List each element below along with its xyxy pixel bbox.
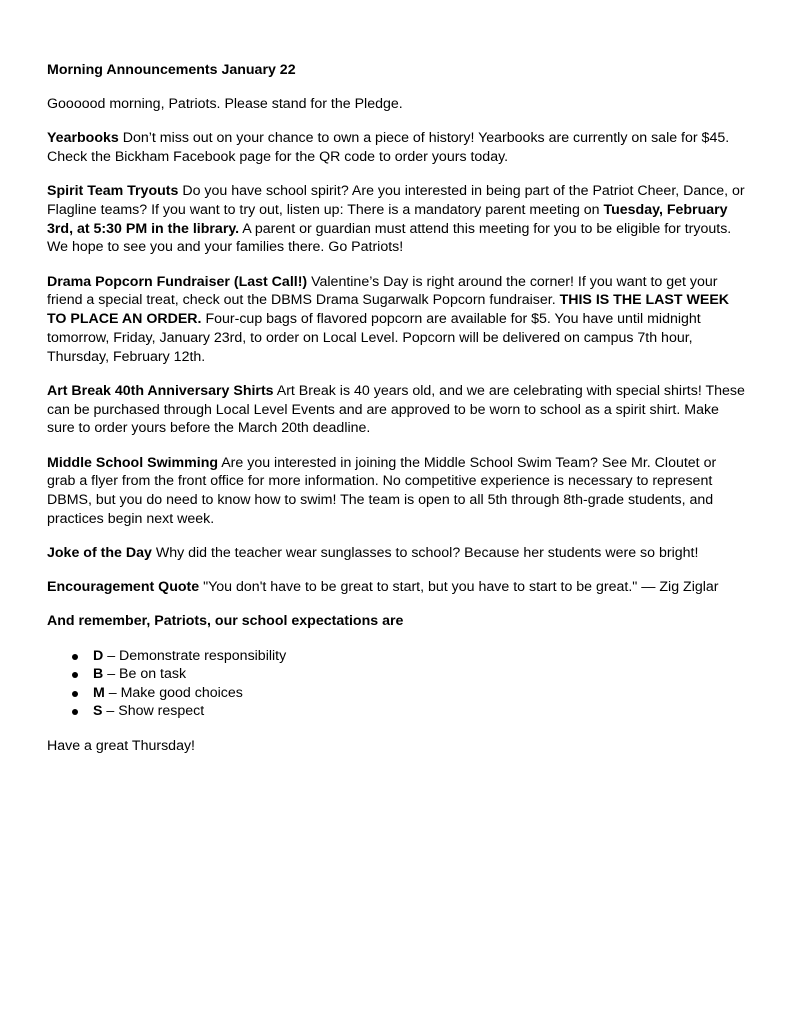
expectation-text: – Make good choices bbox=[104, 684, 243, 701]
bullet-icon bbox=[72, 672, 78, 678]
document-body bbox=[47, 61, 747, 771]
document-title bbox=[47, 61, 747, 80]
section-encouragement-quote bbox=[47, 578, 747, 597]
expectation-text: – Demonstrate responsibility bbox=[103, 647, 287, 664]
expectations-heading bbox=[47, 612, 747, 631]
expectation-text: – Show respect bbox=[102, 703, 205, 720]
section-spirit-team-tryouts bbox=[47, 182, 747, 257]
expectation-letter: M bbox=[93, 684, 105, 701]
expectation-item bbox=[47, 647, 747, 666]
closing: Have a great Thursday! bbox=[47, 737, 195, 754]
section-text: Four-cup bags of flavored popcorn are available for $5. You have until midnight tomorrow, Friday, January 23rd, to order on Local Level. Popcorn will be delivered on campus 7th hour, Thursday, February 12th. bbox=[47, 311, 701, 365]
expectation-letter: B bbox=[93, 666, 104, 683]
bullet-icon bbox=[72, 654, 78, 660]
expectation-text: – Be on task bbox=[103, 666, 187, 683]
section-text: A parent or guardian must attend this meeting for you to be eligible for tryouts. We hope to see you and your families there. Go Patriots! bbox=[47, 220, 732, 256]
bullet-icon bbox=[72, 709, 78, 715]
section-text: Do you have school spirit? Are you interested in being part of the Patriot Cheer, Dance, or Flagline teams? If you want to try out, listen up: There is a mandatory parent meeting on bbox=[47, 183, 745, 218]
section-text: Valentine’s Day is right around the corner! If you want to get your friend a special treat, check out the DBMS Drama Sugarwalk Popcorn fundraiser. bbox=[47, 273, 718, 309]
section-text: Why did the teacher wear sunglasses to school? Because her students were so bright! bbox=[151, 545, 699, 562]
expectation-item bbox=[47, 665, 747, 684]
title-text: Morning Announcements January 22 bbox=[47, 62, 296, 78]
expectation-letter: S bbox=[93, 703, 103, 720]
section-heading: Yearbooks bbox=[47, 130, 119, 147]
section-heading: Joke of the Day bbox=[47, 545, 152, 562]
expectation-item bbox=[47, 702, 747, 721]
section-art-break-shirts bbox=[47, 382, 747, 438]
section-middle-school-swimming bbox=[47, 454, 747, 529]
section-heading: Middle School Swimming bbox=[47, 454, 219, 471]
greeting: Goooood morning, Patriots. Please stand for the Pledge. bbox=[47, 96, 403, 113]
section-drama-popcorn bbox=[47, 273, 747, 367]
expectations-heading-text: And remember, Patriots, our school expectations are bbox=[47, 613, 404, 630]
last-week-notice: THIS IS THE LAST WEEK TO PLACE AN ORDER. bbox=[47, 292, 730, 328]
section-heading: Drama Popcorn Fundraiser (Last Call!) bbox=[47, 273, 308, 290]
meeting-details: Tuesday, February 3rd, at 5:30 PM in the library. bbox=[47, 201, 728, 237]
section-joke-of-the-day bbox=[47, 544, 747, 563]
bullet-icon bbox=[72, 691, 78, 697]
section-text: "You don't have to be great to start, but you have to start to be great." — Zig Ziglar bbox=[199, 579, 719, 596]
section-text: Art Break is 40 years old, and we are celebrating with special shirts! These can be purchased through Local Level Events and are approved to be worn to school as a spirit shirt. Make sure to order yours before the March 20th deadline. bbox=[47, 382, 745, 437]
section-heading: Spirit Team Tryouts bbox=[47, 183, 179, 200]
section-text: Don’t miss out on your chance to own a piece of history! Yearbooks are currently on sale for $45. Check the Bickham Facebook page for the QR code to order yours today. bbox=[47, 130, 730, 165]
expectations-list bbox=[47, 647, 747, 721]
expectation-item bbox=[47, 684, 747, 703]
section-text: Are you interested in joining the Middle School Swim Team? See Mr. Cloutet or grab a flyer from the front office for more information. No competitive experience is necessary to represent DBMS, but you do need to know how to swim! The team is open to all 5th through 8th-grade students, and practices begin next week. bbox=[47, 454, 717, 527]
section-heading: Encouragement Quote bbox=[47, 579, 200, 596]
section-yearbooks bbox=[47, 129, 747, 167]
section-heading: Art Break 40th Anniversary Shirts bbox=[47, 382, 274, 399]
expectation-letter: D bbox=[93, 647, 104, 664]
